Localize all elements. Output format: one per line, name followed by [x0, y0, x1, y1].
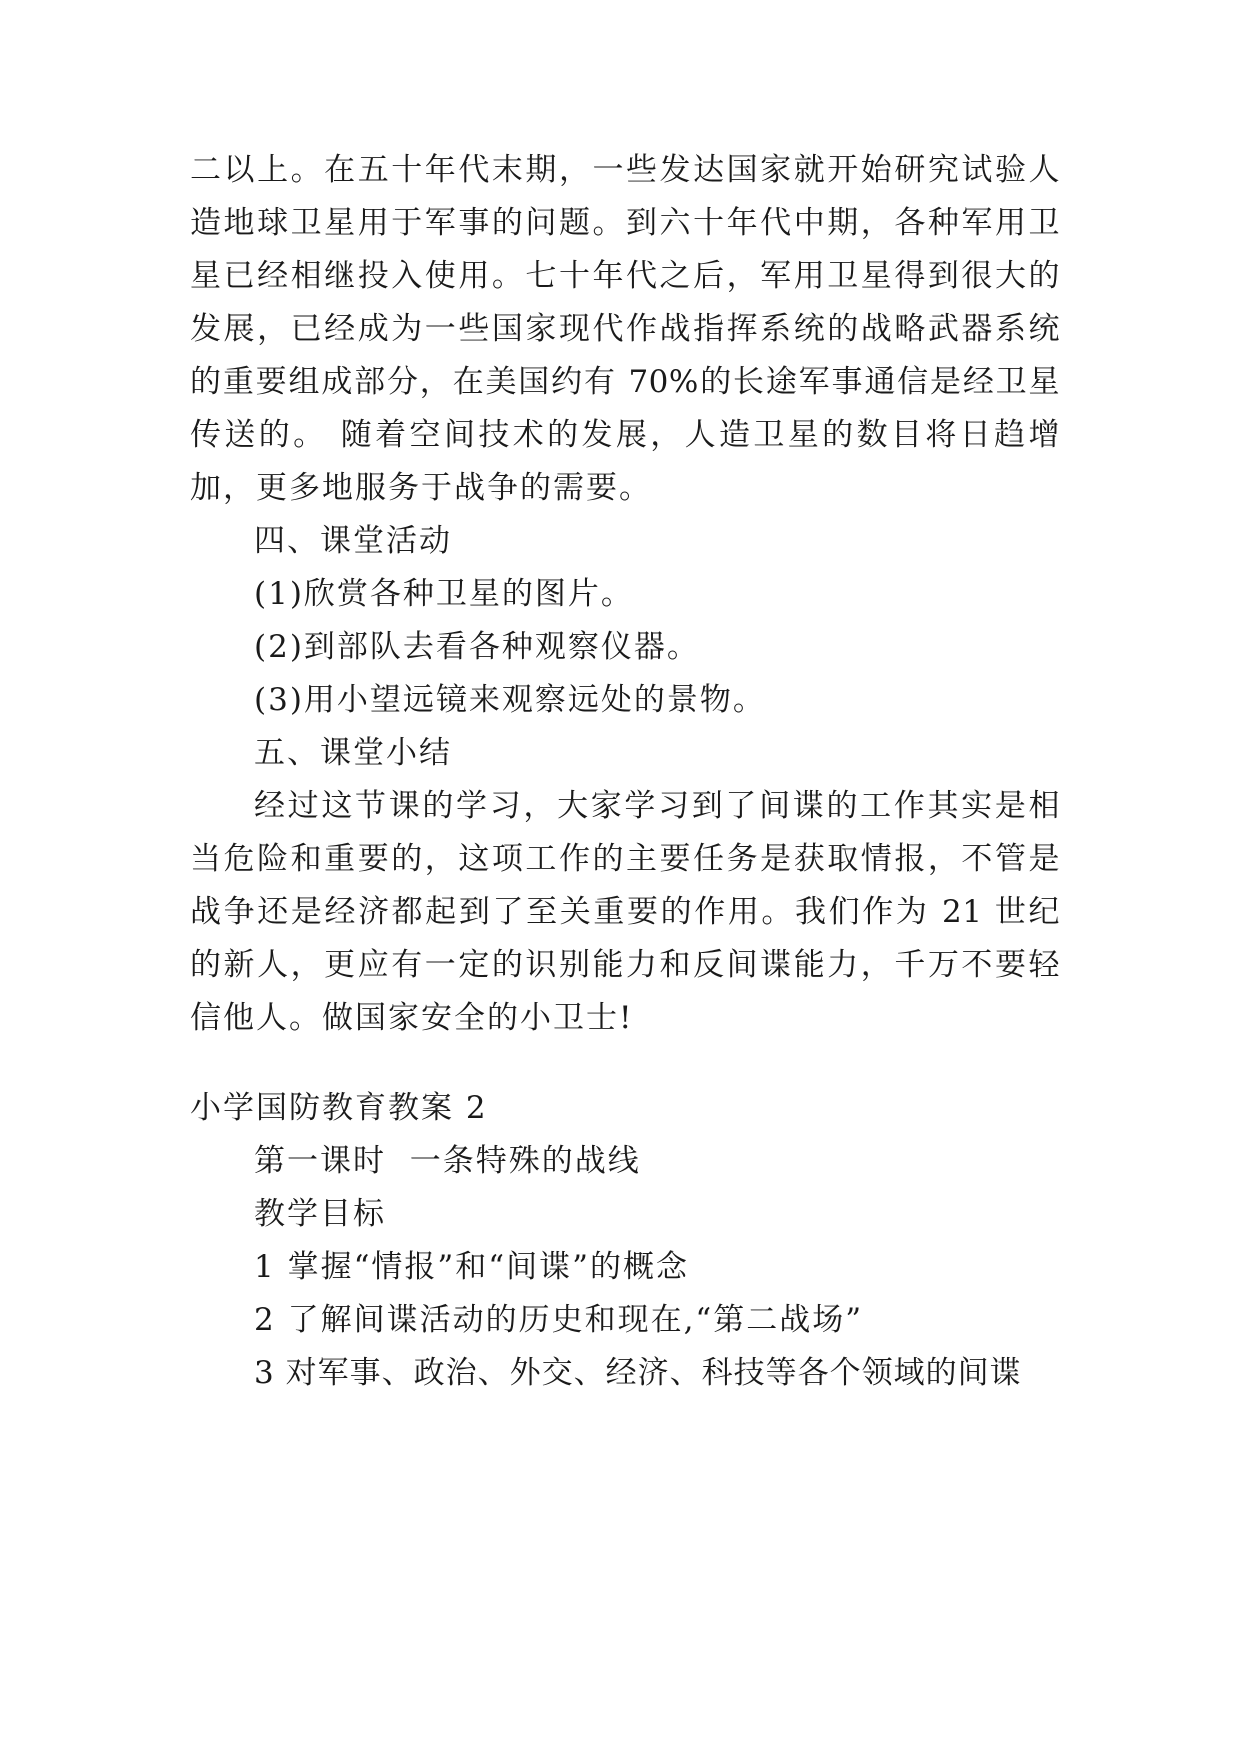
- list-item: 1 掌握“情报”和“间谍”的概念: [254, 1249, 689, 1285]
- paragraph-line: 的新人，更应有一定的识别能力和反间谍能力，千万不要轻: [190, 947, 1060, 983]
- paragraph-line: 的重要组成部分，在美国约有 70%的长途军事通信是经卫星: [190, 364, 1060, 400]
- list-item: (1)欣赏各种卫星的图片。: [254, 576, 634, 612]
- paragraph-line: 战争还是经济都起到了至关重要的作用。我们作为 21 世纪: [190, 894, 1060, 930]
- paragraph-line: 星已经相继投入使用。七十年代之后，军用卫星得到很大的: [190, 258, 1060, 294]
- paragraph-line: 传送的。 随着空间技术的发展，人造卫星的数目将日趋增: [190, 417, 1060, 453]
- paragraph-line: 当危险和重要的，这项工作的主要任务是获取情报，不管是: [190, 841, 1060, 877]
- paragraph-line: 经过这节课的学习，大家学习到了间谍的工作其实是相: [254, 788, 1060, 824]
- paragraph-line: 信他人。做国家安全的小卫士!: [190, 1000, 634, 1036]
- list-item: 3 对军事、政治、外交、经济、科技等各个领域的间谍: [254, 1355, 1022, 1391]
- paragraph-line: 发展，已经成为一些国家现代作战指挥系统的战略武器系统: [190, 311, 1060, 347]
- section-heading: 四、课堂活动: [254, 523, 452, 559]
- list-item: 2 了解间谍活动的历史和现在,“第二战场”: [254, 1302, 864, 1338]
- list-item: (3)用小望远镜来观察远处的景物。: [254, 682, 766, 718]
- paragraph-line: 加，更多地服务于战争的需要。: [190, 470, 652, 506]
- section-heading: 教学目标: [254, 1196, 386, 1232]
- lesson-subtitle: 第一课时 一条特殊的战线: [254, 1143, 641, 1179]
- lesson-title: 小学国防教育教案 2: [190, 1090, 488, 1126]
- paragraph-line: 造地球卫星用于军事的问题。到六十年代中期，各种军用卫: [190, 205, 1060, 241]
- section-heading: 五、课堂小结: [254, 735, 452, 771]
- paragraph-line: 二以上。在五十年代末期，一些发达国家就开始研究试验人: [190, 152, 1060, 188]
- list-item: (2)到部队去看各种观察仪器。: [254, 629, 700, 665]
